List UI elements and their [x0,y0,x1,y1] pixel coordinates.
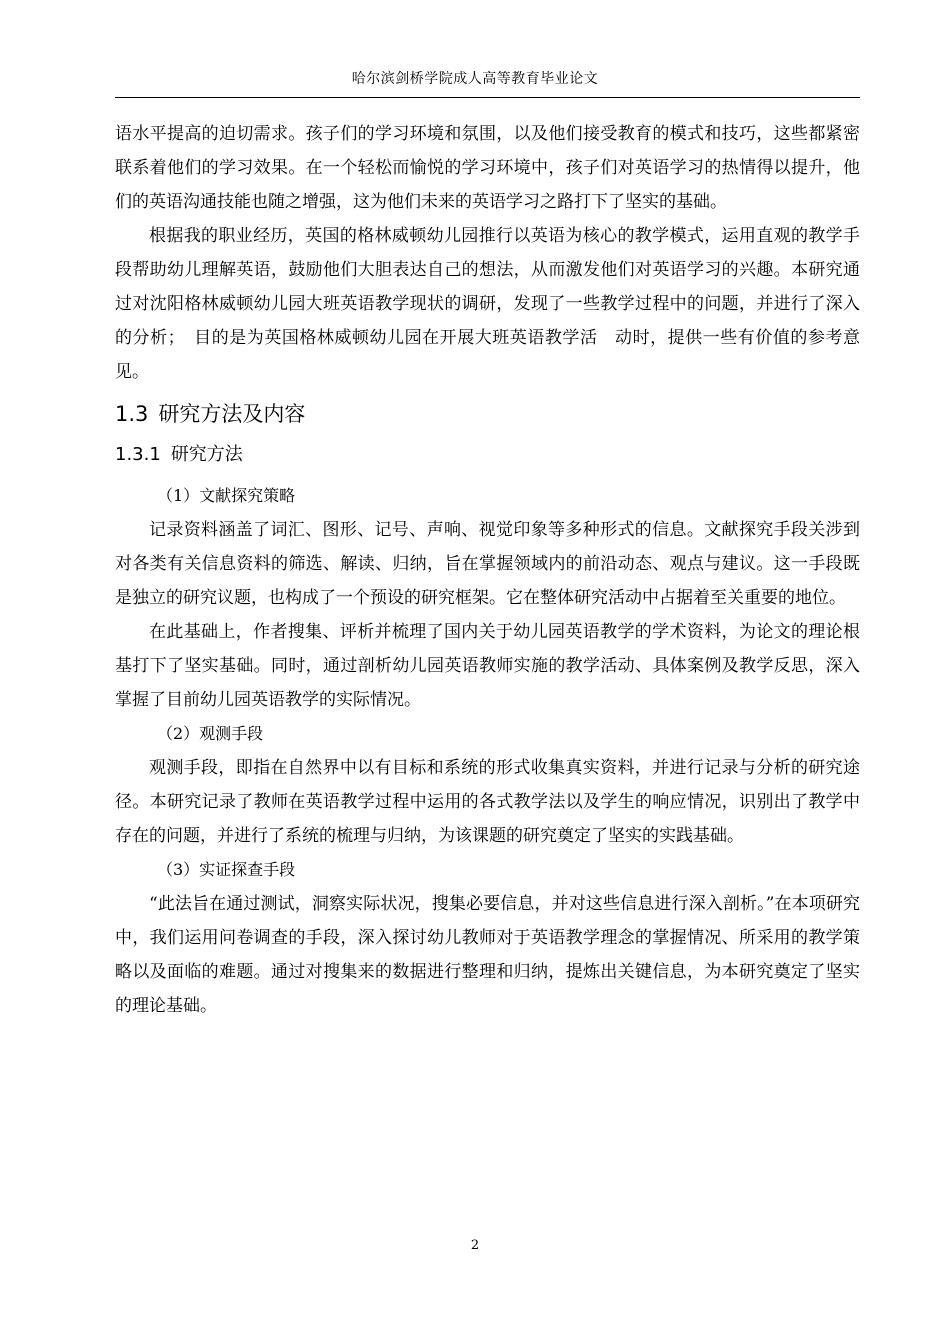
section-number: 1.3 [115,402,149,426]
paragraph-literature: 记录资料涵盖了词汇、图形、记号、声响、视觉印象等多种形式的信息。文献探究手段关涉到对各类有关信息资料的筛选、解读、归纳，旨在掌握领域内的前沿动态、观点与建议。这一手段既是独立的研究议题，也构成了一个预设的研究框架。它在整体研究活动中占据着至关重要的地位。 [115,520,860,608]
section-heading [115,401,860,427]
paragraph-continued: 语水平提高的迫切需求。孩子们的学习环境和氛围，以及他们接受教育的模式和技巧，这些都紧密联系着他们的学习效果。在一个轻松而愉悦的学习环境中，孩子们对英语学习的热情得以提升，他们的英语沟通技能也随之增强，这为他们未来的英语学习之路打下了坚实的基础。 [115,124,860,212]
subsection-number: 1.3.1 [115,444,161,465]
method-item-observation: （2）观测手段 [157,724,264,743]
paragraph-observation: 观测手段，即指在自然界中以有目标和系统的形式收集真实资料，并进行记录与分析的研究途径。本研究记录了教师在英语教学过程中运用的各式教学法以及学生的响应情况，识别出了教学中存在的问题，并进行了系统的梳理与归纳，为该课题的研究奠定了坚实的实践基础。 [115,758,860,846]
method-item-empirical: （3）实证探查手段 [157,860,296,879]
subsection-heading [115,443,860,467]
subsection-title: 研究方法 [170,444,243,465]
page-number: 2 [470,1238,480,1253]
paragraph-empirical [115,887,860,1023]
method-item-literature: （1）文献探究策略 [157,486,296,505]
header-divider [115,97,860,98]
empirical-quote: “此法旨在通过测试，洞察实际状况，搜集必要信息，并对这些信息进行深入剖析。” [149,894,775,914]
paragraph-literature-basis: 在此基础上，作者搜集、评析并梳理了国内关于幼儿园英语教学的学术资料，为论文的理论根基打下了坚实基础。同时，通过剖析幼儿园英语教师实施的教学活动、具体案例及教学反思，深入掌握了目前幼儿园英语教学的实际情况。 [115,622,860,710]
section-title: 研究方法及内容 [158,402,306,426]
empirical-text: 在本项研究中，我们运用问卷调查的手段，深入探讨幼儿教师对于英语教学理念的掌握情况、所采用的教学策略以及面临的难题。通过对搜集来的数据进行整理和归纳，提炼出关键信息，为本研究奠定了坚实的理论基础。 [115,894,860,1016]
page-body [115,117,860,1023]
paragraph-experience: 根据我的职业经历，英国的格林威顿幼儿园推行以英语为核心的教学模式，运用直观的教学手段帮助幼儿理解英语，鼓励他们大胆表达自己的想法，从而激发他们对英语学习的兴趣。本研究通过对沈阳格林威顿幼儿园大班英语教学现状的调研，发现了一些教学过程中的问题，并进行了深入的分析； 目的是为英国格林威顿幼儿园在开展大班英语教学活 动时，提供一些有价值的参考意见。 [115,226,860,382]
running-header: 哈尔滨剑桥学院成人高等教育毕业论文 [351,71,599,87]
